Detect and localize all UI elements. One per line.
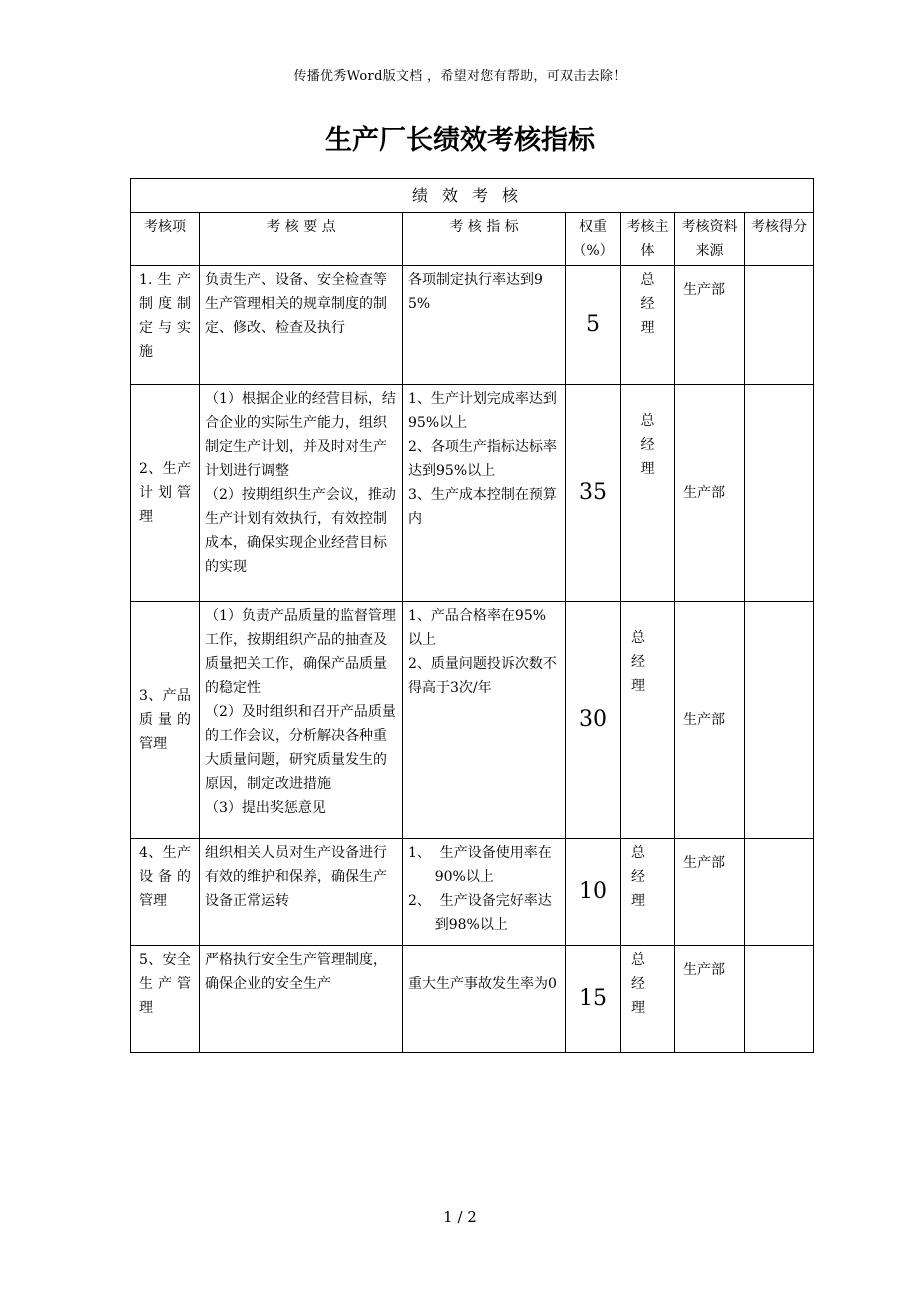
- row-points: （1）根据企业的经营目标，结合企业的实际生产能力，组织制定生产计划，并及时对生产计划进行调整 （2）按期组织生产会议，推动生产计划有效执行，有效控制成本，确保实现企业经营目标的实现: [200, 385, 403, 602]
- header-note: 传播优秀Word版文档 ，希望对您有帮助，可双击去除！: [293, 69, 627, 84]
- row-score: [745, 839, 814, 946]
- col-header-subject: 考核主体: [621, 213, 675, 266]
- col-header-indicators: 考 核 指 标: [403, 213, 566, 266]
- row-item: 4、生产设备的管理: [131, 839, 200, 946]
- row-weight: 35: [566, 385, 621, 602]
- row-indicators: 重大生产事故发生率为0: [403, 946, 566, 1053]
- table-row: [131, 946, 814, 1053]
- row-weight: 10: [566, 839, 621, 946]
- row-item: 3、产品质量的管理: [131, 602, 200, 839]
- kpi-table: [130, 178, 814, 1053]
- row-indicators: 各项制定执行率达到95%: [403, 266, 566, 385]
- row-points: 负责生产、设备、安全检查等生产管理相关的规章制度的制定、修改、检查及执行: [200, 266, 403, 385]
- row-weight: 15: [566, 946, 621, 1053]
- row-subject: 总 经 理: [621, 946, 675, 1053]
- row-points: （1）负责产品质量的监督管理工作，按期组织产品的抽查及质量把关工作，确保产品质量的稳定性 （2）及时组织和召开产品质量的工作会议，分析解决各种重大质量问题，研究质量发生的原因，制定改进措施 （3）提出奖惩意见: [200, 602, 403, 839]
- col-header-score: 考核得分: [745, 213, 814, 266]
- row-source: 生产部: [675, 602, 745, 839]
- col-header-weight: 权重（%）: [566, 213, 621, 266]
- table-row: [131, 385, 814, 602]
- row-score: [745, 266, 814, 385]
- row-source: 生产部: [675, 266, 745, 385]
- row-item: 1.生产制度制定与实施: [131, 266, 200, 385]
- row-subject: 总 经 理: [621, 839, 675, 946]
- row-score: [745, 385, 814, 602]
- table-row: [131, 266, 814, 385]
- col-header-points: 考 核 要 点: [200, 213, 403, 266]
- table-row: [131, 602, 814, 839]
- page-title: 生产厂长绩效考核指标: [325, 125, 595, 156]
- row-item: 5、安全生产管理: [131, 946, 200, 1053]
- row-indicators: 1、 生产设备使用率在 90%以上 2、 生产设备完好率达 到98%以上: [403, 839, 566, 946]
- row-weight: 5: [566, 266, 621, 385]
- row-source: 生产部: [675, 839, 745, 946]
- row-item: 2、生产计划管理: [131, 385, 200, 602]
- row-score: [745, 946, 814, 1053]
- table-row: [131, 839, 814, 946]
- row-subject: 总 经 理: [621, 385, 675, 602]
- row-subject: 总 经 理: [621, 602, 675, 839]
- col-header-source: 考核资料来源: [675, 213, 745, 266]
- row-indicators: 1、生产计划完成率达到95%以上 2、各项生产指标达标率达到95%以上 3、生产成本控制在预算内: [403, 385, 566, 602]
- row-weight: 30: [566, 602, 621, 839]
- row-source: 生产部: [675, 946, 745, 1053]
- table-band-title: 绩效考核: [131, 179, 814, 213]
- col-header-item: 考核项: [131, 213, 200, 266]
- page-number: 1 / 2: [443, 1208, 477, 1226]
- row-subject: 总 经 理: [621, 266, 675, 385]
- row-points: 严格执行安全生产管理制度，确保企业的安全生产: [200, 946, 403, 1053]
- row-indicators: 1、产品合格率在95%以上 2、质量问题投诉次数不得高于3次/年: [403, 602, 566, 839]
- row-points: 组织相关人员对生产设备进行有效的维护和保养，确保生产设备正常运转: [200, 839, 403, 946]
- row-source: 生产部: [675, 385, 745, 602]
- row-score: [745, 602, 814, 839]
